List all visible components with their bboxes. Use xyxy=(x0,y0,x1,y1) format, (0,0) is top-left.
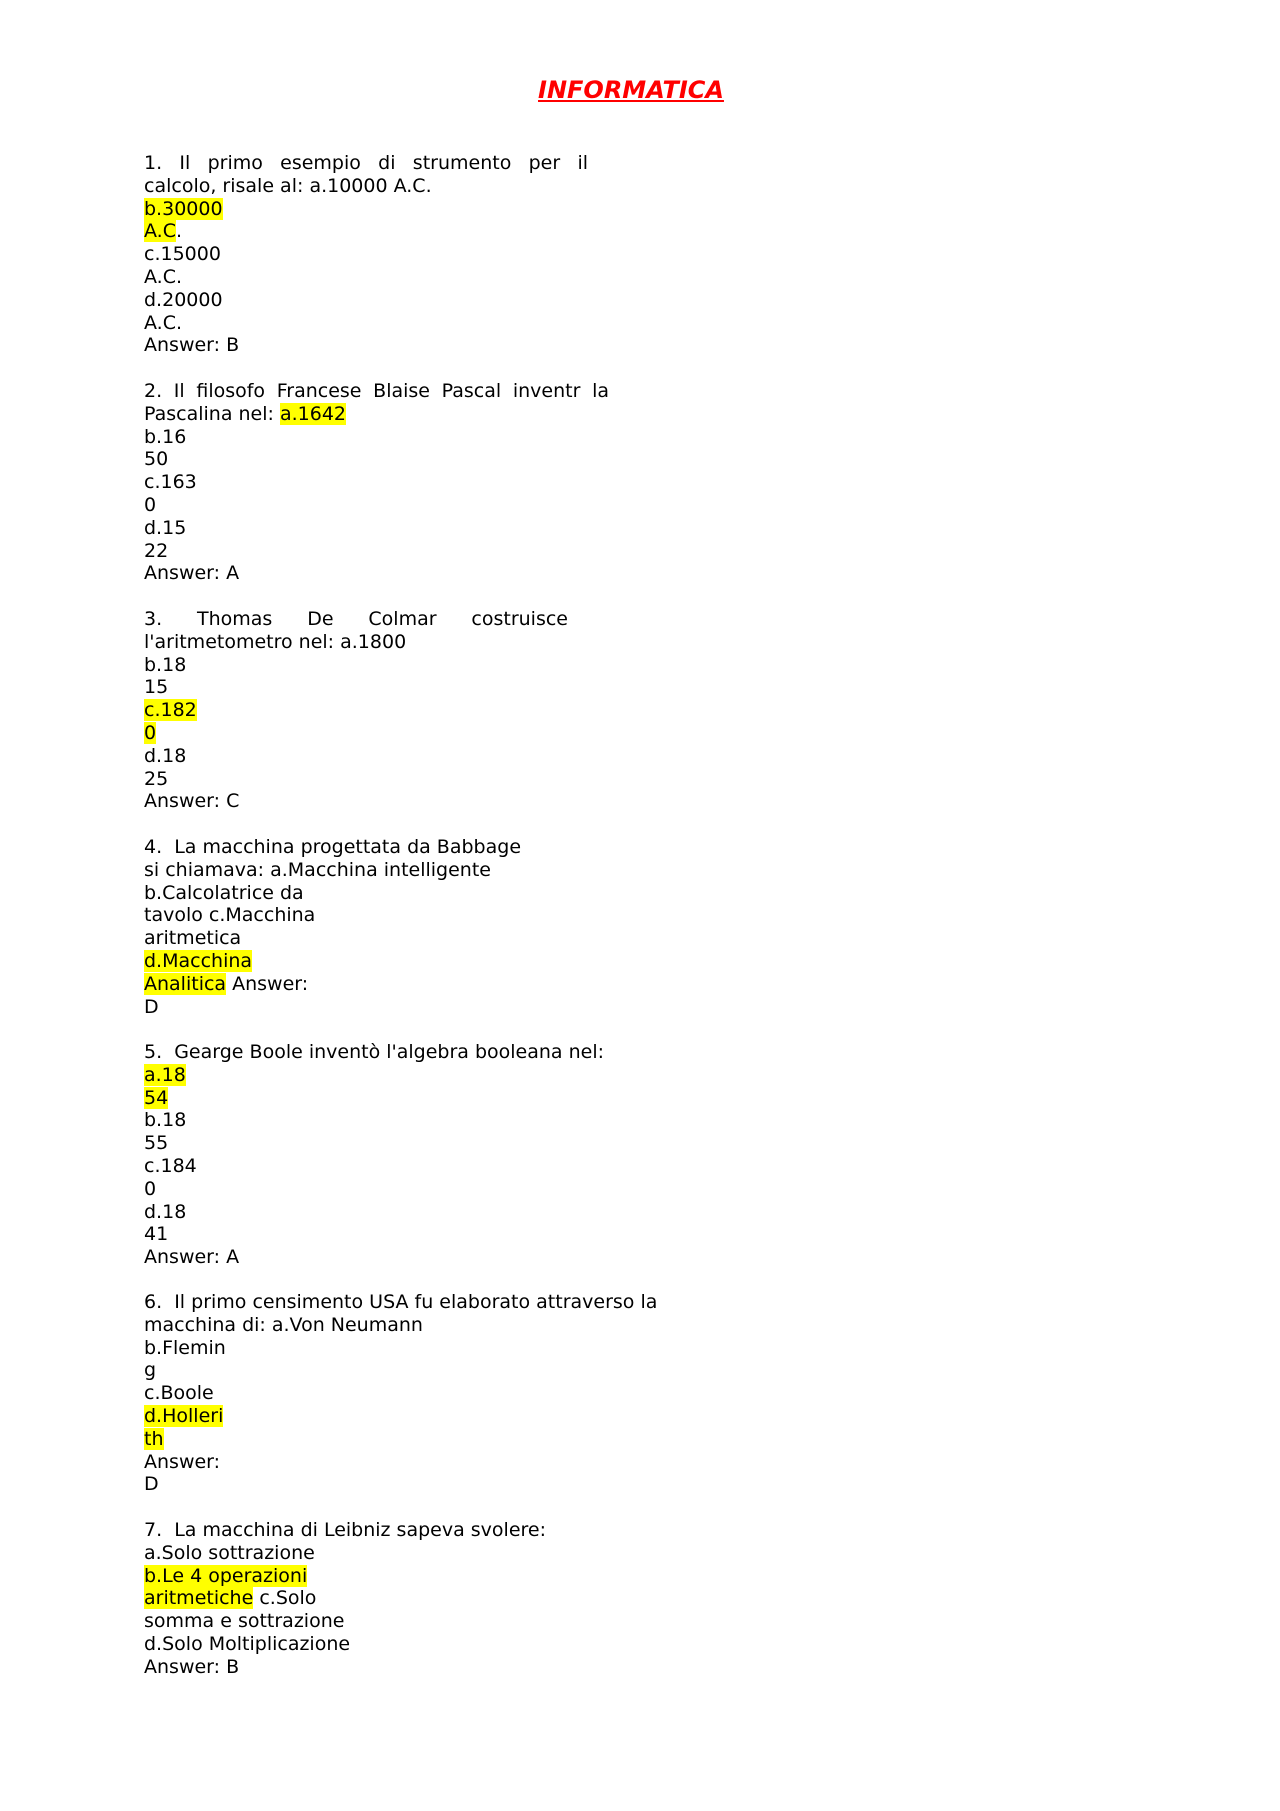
question-text: Pascalina nel: a.1642 xyxy=(144,402,347,425)
question-text: 4. La macchina progettata da Babbage xyxy=(144,836,522,858)
option-a xyxy=(144,1087,604,1110)
option-d: d.18 xyxy=(144,744,187,767)
option-d: d.18 xyxy=(144,1200,187,1223)
correct-highlight: 0 xyxy=(144,721,157,744)
option-c: c.15000 xyxy=(144,243,221,266)
option-b: 15 xyxy=(144,676,169,699)
option-b: g xyxy=(144,1359,157,1382)
option-c: A.C. xyxy=(144,265,183,288)
option-c xyxy=(144,699,568,722)
option-c: c.Solo xyxy=(253,1587,317,1610)
question-text: macchina di: a.Von Neumann xyxy=(144,1313,423,1336)
option-a: a.10000 A.C. xyxy=(309,174,432,197)
question-text: calcolo, risale al: a.10000 A.C. xyxy=(144,174,432,197)
option-c: 0 xyxy=(144,1177,157,1200)
option-c: c.163 xyxy=(144,471,197,494)
correct-highlight: d.Macchina xyxy=(144,949,253,972)
answer-text: Answer: xyxy=(144,1450,221,1473)
option-b: b.18 xyxy=(144,1109,187,1132)
option-d xyxy=(144,973,521,996)
option-d: A.C. xyxy=(144,311,183,334)
option-b: b.16 xyxy=(144,425,187,448)
option-b xyxy=(144,1565,546,1588)
correct-highlight: b.Le 4 operazioni xyxy=(144,1564,308,1587)
option-a: a.Solo sottrazione xyxy=(144,1541,315,1564)
correct-highlight: A.C xyxy=(144,220,176,243)
option-c: somma e sottrazione xyxy=(144,1610,345,1633)
option-c xyxy=(144,722,568,745)
correct-highlight: 54 xyxy=(144,1086,169,1109)
option-d: 25 xyxy=(144,767,169,790)
question-text: si chiamava: a.Macchina intelligente xyxy=(144,858,491,881)
correct-highlight: b.30000 xyxy=(144,197,223,220)
question-text: 1. Il primo esempio di strumento per il xyxy=(144,152,588,174)
answer-text: Answer: A xyxy=(144,562,240,585)
correct-highlight: a.1642 xyxy=(279,402,347,425)
question-text: l'aritmetometro nel: a.1800 xyxy=(144,630,407,653)
option-b xyxy=(144,1587,546,1610)
option-d xyxy=(144,950,521,973)
option-b: 50 xyxy=(144,448,169,471)
option-a: a.1800 xyxy=(340,630,407,653)
question-2 xyxy=(144,380,609,585)
correct-highlight: d.Holleri xyxy=(144,1404,224,1427)
option-d xyxy=(144,1405,657,1428)
question-text: 3. Thomas De Colmar costruisce xyxy=(144,608,568,630)
correct-highlight: th xyxy=(144,1427,164,1450)
correct-highlight: Analitica xyxy=(144,972,227,995)
answer-letter: D xyxy=(144,995,159,1018)
option-d: d.Solo Moltiplicazione xyxy=(144,1632,351,1655)
answer-text: Answer: A xyxy=(144,1246,240,1269)
option-c: 0 xyxy=(144,493,157,516)
answer-text: Answer: C xyxy=(144,790,240,813)
option-c: tavolo c.Macchina xyxy=(144,904,316,927)
correct-highlight: a.18 xyxy=(144,1063,186,1086)
option-d xyxy=(144,1428,657,1451)
answer-text: Answer: B xyxy=(144,1655,240,1678)
correct-highlight: c.182 xyxy=(144,699,197,722)
option-b: A.C. xyxy=(144,220,183,243)
option-b: b.Flemin xyxy=(144,1336,226,1359)
option-c: c.184 xyxy=(144,1154,197,1177)
question-text: 2. Il filosofo Francese Blaise Pascal inventr la xyxy=(144,380,609,402)
option-b: b.Calcolatrice da xyxy=(144,881,304,904)
option-a xyxy=(144,1064,604,1087)
question-6 xyxy=(144,1291,657,1496)
option-b: 55 xyxy=(144,1132,169,1155)
option-b xyxy=(144,198,588,221)
question-text: 7. La macchina di Leibniz sapeva svolere: xyxy=(144,1519,546,1541)
correct-highlight: aritmetiche xyxy=(144,1587,254,1610)
option-c: c.Boole xyxy=(144,1382,214,1405)
option-d: 41 xyxy=(144,1223,169,1246)
answer-letter: D xyxy=(144,1473,159,1496)
question-4 xyxy=(144,836,521,1018)
question-7 xyxy=(144,1519,546,1679)
option-c: aritmetica xyxy=(144,927,242,950)
option-d: d.20000 xyxy=(144,288,223,311)
option-b: b.18 xyxy=(144,653,187,676)
answer-text: Answer: xyxy=(226,972,309,995)
question-1 xyxy=(144,152,588,357)
question-text: 6. Il primo censimento USA fu elaborato attraverso la xyxy=(144,1291,658,1313)
option-d: d.15 xyxy=(144,516,187,539)
page-title: INFORMATICA xyxy=(538,76,724,104)
answer-text: Answer: B xyxy=(144,334,240,357)
question-3 xyxy=(144,608,568,813)
question-text: 5. Gearge Boole inventò l'algebra booleana nel: xyxy=(144,1041,605,1063)
question-5 xyxy=(144,1041,604,1269)
option-d: 22 xyxy=(144,539,169,562)
